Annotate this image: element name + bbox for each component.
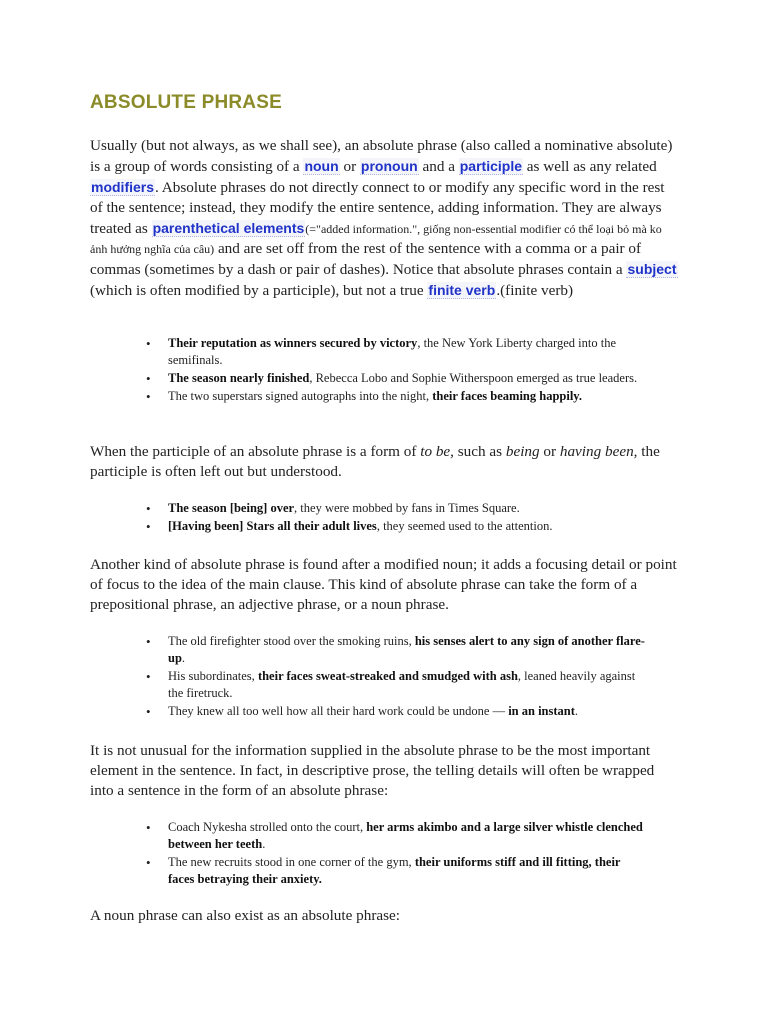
text: The new recruits stood in one corner of the gym, — [168, 855, 415, 869]
italic-term: being — [505, 443, 540, 460]
italic-term: having been — [559, 443, 634, 460]
text: as well as any related — [523, 158, 657, 175]
list-item — [146, 500, 646, 517]
text: His subordinates, — [168, 669, 258, 683]
absolute-phrase: his senses alert to any sign of another flare-up — [168, 634, 645, 665]
paragraph-modified-noun: Another kind of absolute phrase is found after a modified noun; it adds a focusing detail or point of focus to the idea of the main clause. This kind of absolute phrase can take the form of a prepositional phrase, an adjective phrase, or a noun phrase. — [90, 556, 677, 613]
text: , leaned heavily against the firetruck. — [168, 669, 636, 700]
link-subject[interactable]: subject — [627, 261, 677, 277]
absolute-phrase: The season nearly finished — [168, 371, 310, 385]
text: They knew all too well how all their hard work could be undone — — [168, 704, 509, 718]
text: or — [539, 443, 560, 460]
text: Usually (but not always, as we shall see), an absolute phrase (also called a nominative absolute) is a group of words consisting of a — [90, 137, 673, 175]
absolute-phrase: their faces sweat-streaked and smudged with ash — [257, 669, 518, 683]
absolute-phrase: [Having been] Stars all their adult lives — [168, 519, 377, 533]
list-item — [146, 854, 646, 888]
text: , the participle is often left out but understood. — [90, 443, 660, 480]
text: , such as — [450, 443, 506, 460]
text: . — [181, 651, 186, 665]
list-item — [146, 370, 646, 387]
link-modifiers[interactable]: modifiers — [91, 179, 155, 195]
text: . Absolute phrases do not directly connect to or modify any specific word in the rest of the sentence; instead, they modify the entire sentence, adding information. They are always treated as — [90, 179, 665, 237]
list-item — [146, 518, 646, 535]
text: or — [339, 158, 360, 175]
absolute-phrase: their uniforms stiff and ill fitting, their faces betraying their anxiety. — [168, 855, 621, 886]
absolute-phrase: her arms akimbo and a large silver whistle clenched between her teeth — [168, 820, 643, 851]
text: .(finite verb) — [496, 282, 574, 299]
text: When the participle of an absolute phrase is a form of — [90, 443, 421, 460]
text: Coach Nykesha strolled onto the court, — [168, 820, 367, 834]
example-list-2 — [146, 500, 646, 536]
link-pronoun[interactable]: pronoun — [360, 158, 418, 174]
text: , Rebecca Lobo and Sophie Witherspoon emerged as true leaders. — [309, 371, 638, 385]
text: . — [262, 837, 266, 851]
text: The old firefighter stood over the smoking ruins, — [168, 634, 415, 648]
list-item — [146, 703, 646, 720]
paragraph-important-element: It is not unusual for the information supplied in the absolute phrase to be the most important element in the sentence. In fact, in descriptive prose, the telling details will often be wrapped into a sentence in the form of an absolute phrase: — [90, 742, 655, 799]
text: , they seemed used to the attention. — [376, 519, 553, 533]
text: and are set off from the rest of the sentence with a comma or a pair of commas (sometimes by a dash or pair of dashes). Notice that absolute phrases contain a — [90, 240, 642, 278]
link-noun[interactable]: noun — [304, 158, 339, 174]
absolute-phrase: The season [being] over — [168, 501, 295, 515]
page-title: ABSOLUTE PHRASE — [90, 92, 282, 113]
annotation-note: (="added information.", giống non-essential modifier có thể loại bỏ mà ko ảnh hưởng nghĩa của câu) — [90, 222, 662, 256]
paragraph-noun-phrase: A noun phrase can also exist as an absolute phrase: — [90, 907, 400, 924]
example-list-3 — [146, 633, 646, 721]
list-item — [146, 335, 646, 369]
text: The two superstars signed autographs into the night, — [168, 389, 433, 403]
list-item — [146, 668, 646, 702]
link-participle[interactable]: participle — [459, 158, 522, 174]
italic-term: to be — [420, 443, 451, 460]
list-item — [146, 633, 646, 667]
text: (which is often modified by a participle), but not a true — [90, 282, 428, 299]
absolute-phrase: in an instant — [508, 704, 575, 718]
example-list-1 — [146, 335, 646, 406]
text: , they were mobbed by fans in Times Square. — [294, 501, 520, 515]
text: , the New York Liberty charged into the semifinals. — [168, 336, 617, 367]
absolute-phrase: Their reputation as winners secured by victory — [168, 336, 418, 350]
paragraph-to-be — [90, 442, 680, 482]
list-item — [146, 819, 646, 853]
text: and a — [418, 158, 459, 175]
link-parenthetical-elements[interactable]: parenthetical elements — [152, 220, 305, 236]
example-list-4 — [146, 819, 646, 889]
intro-paragraph — [90, 136, 680, 301]
text: . — [574, 704, 579, 718]
link-finite-verb[interactable]: finite verb — [428, 282, 496, 298]
absolute-phrase: their faces beaming happily. — [432, 389, 582, 403]
list-item — [146, 388, 646, 405]
